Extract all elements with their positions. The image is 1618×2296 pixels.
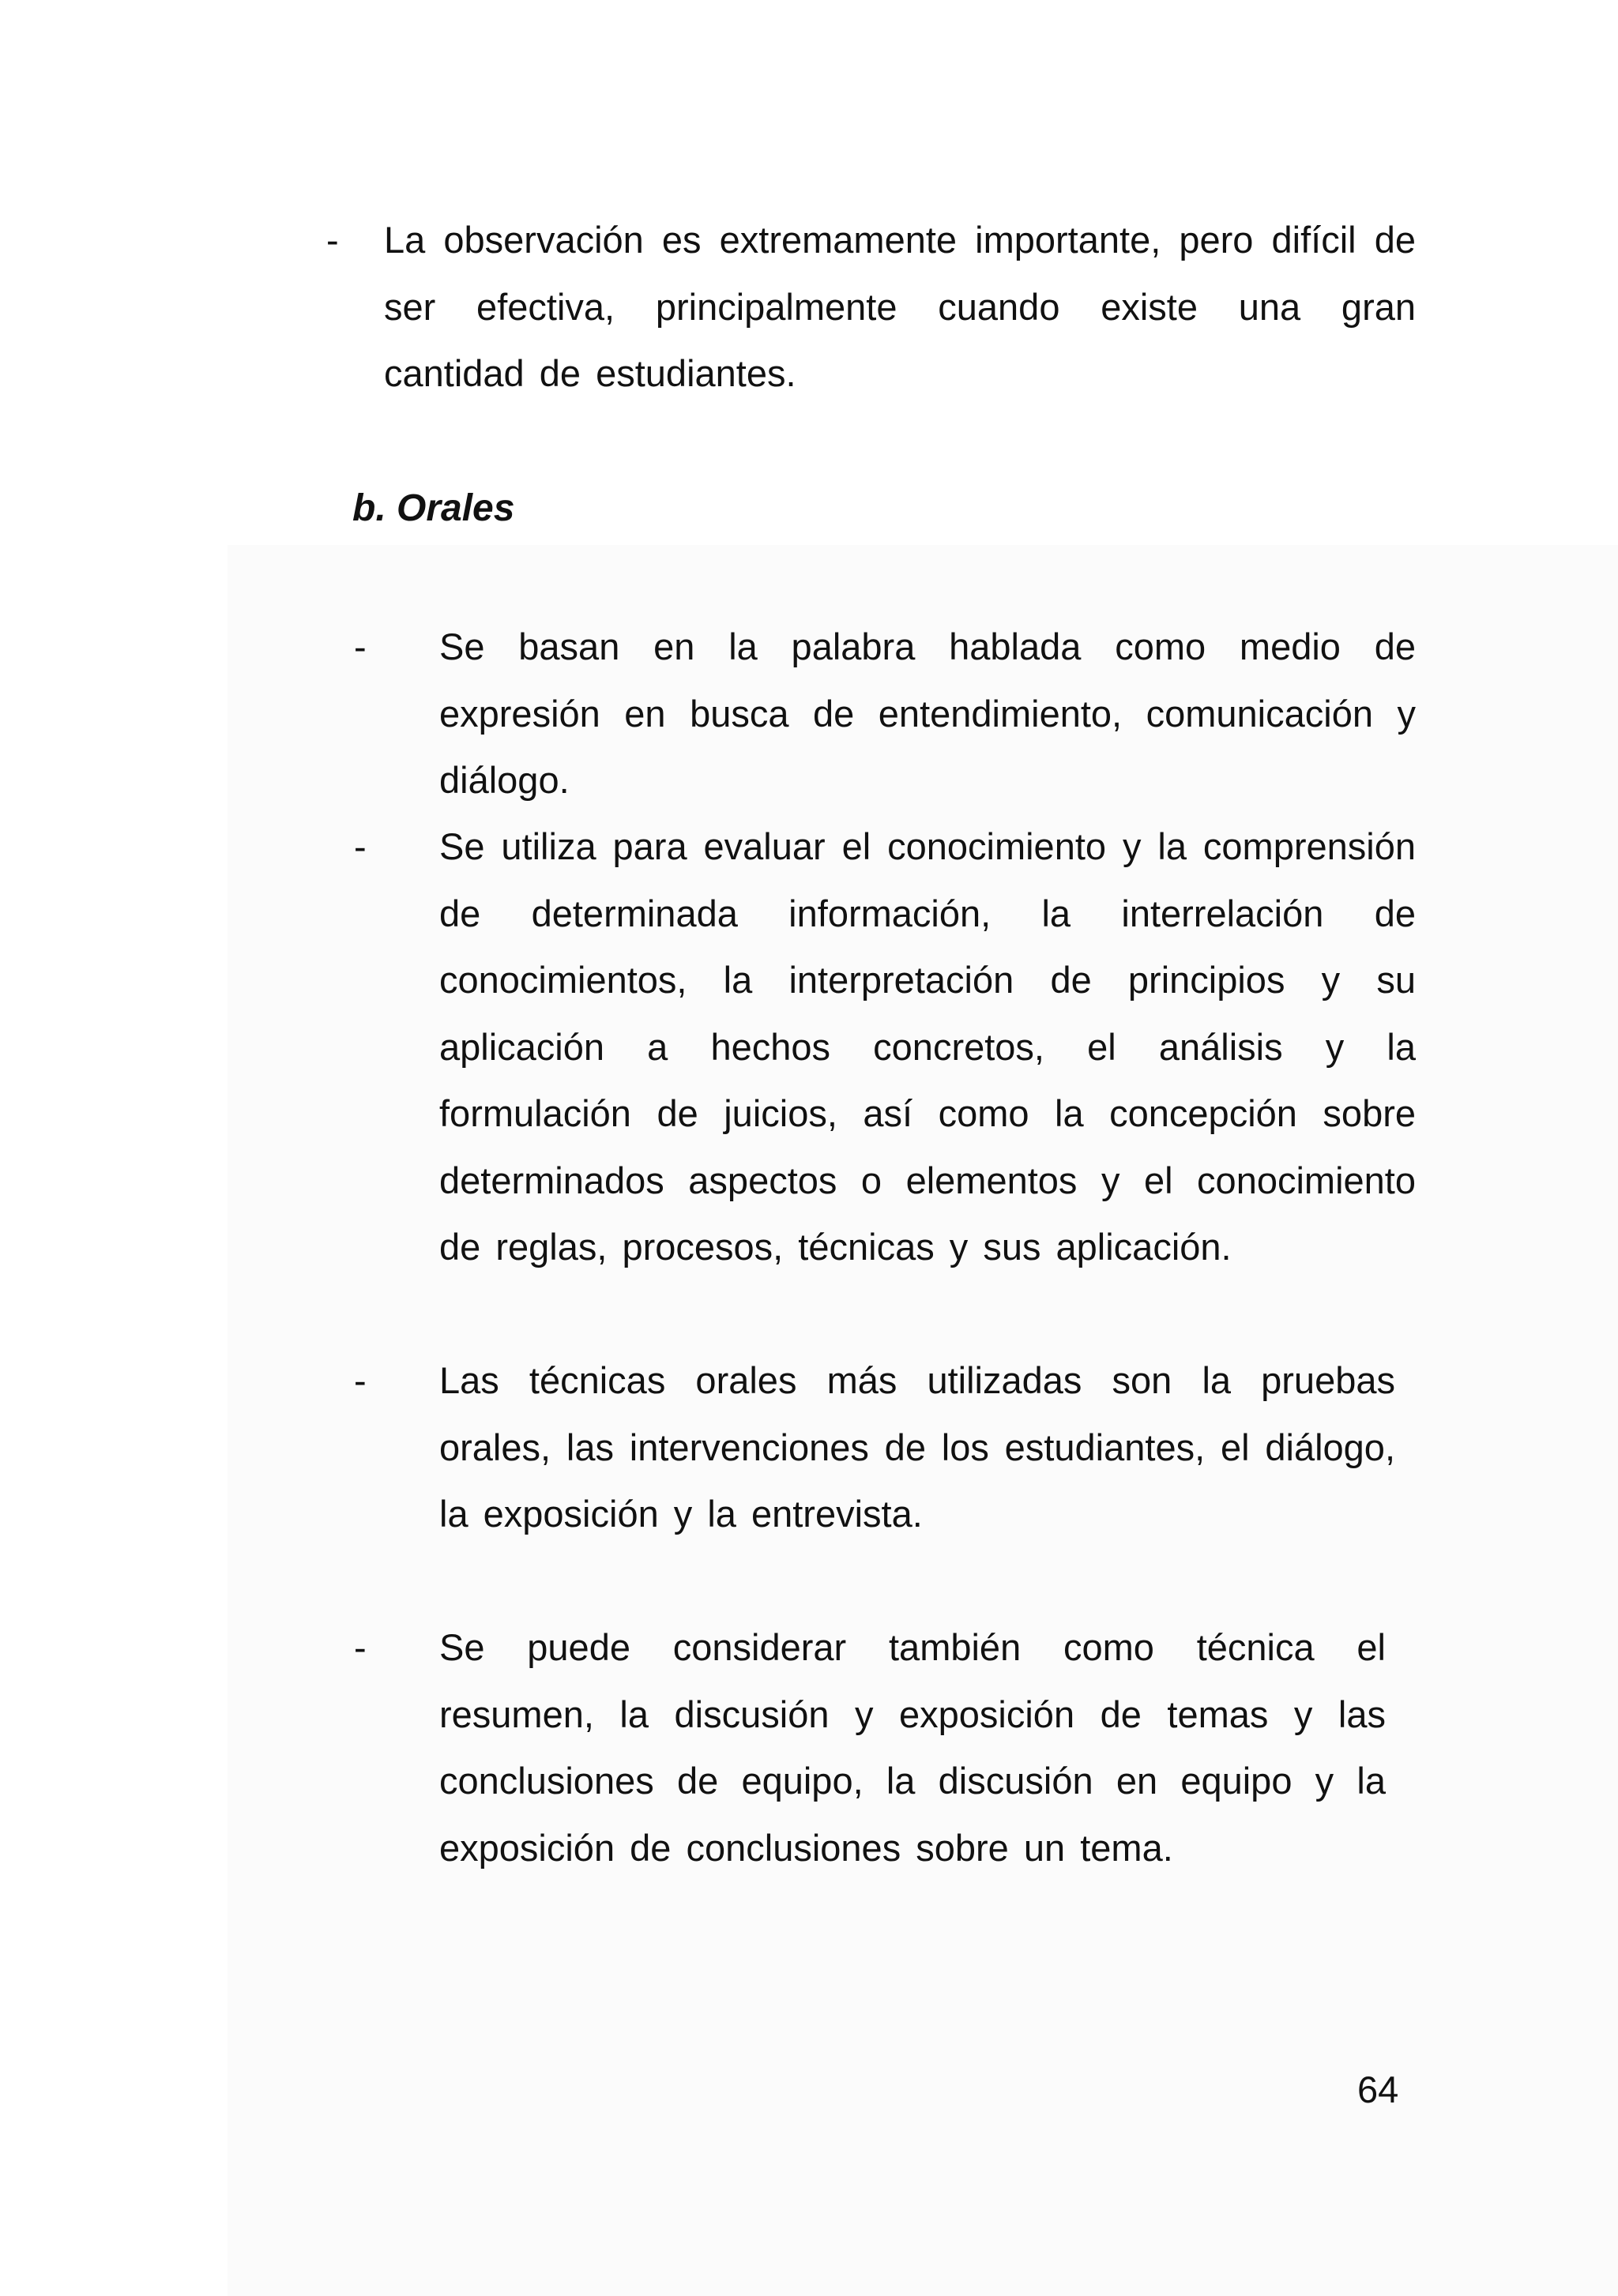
list-item-bullet: - (354, 1626, 367, 1668)
list-item-text: Se utiliza para evaluar el conocimiento y la comprensión de determinada información, la interrelación de conocimientos, la interpretación de principios y su aplicación a hechos concretos, el análisis y la formulación de juicios, así como la concepción sobre determinados aspectos o elementos y el conocimiento de reglas, procesos, técnicas y sus aplicación. (439, 825, 1416, 1268)
intro-paragraph: La observación es extremamente importante, pero difícil de ser efectiva, principalmente cuando existe una gran cantidad de estudiantes. (384, 219, 1416, 394)
list-item-text: Las técnicas orales más utilizadas son la pruebas orales, las intervenciones de los estudiantes, el diálogo, la exposición y la entrevista. (439, 1359, 1395, 1535)
page-number: 64 (1357, 2069, 1399, 2110)
section-heading: b. Orales (352, 487, 515, 529)
list-item-text: Se puede considerar también como técnica el resumen, la discusión y exposición de temas y las conclusiones de equipo, la discusión en equipo y la exposición de conclusiones sobre un tema. (439, 1626, 1386, 1869)
intro-bullet: - (326, 219, 339, 261)
list-item-text: Se basan en la palabra hablada como medio de expresión en busca de entendimiento, comunicación y diálogo. (439, 626, 1416, 801)
list-item-bullet: - (354, 1359, 367, 1401)
list-item-bullet: - (354, 825, 367, 867)
list-item-bullet: - (354, 626, 367, 667)
